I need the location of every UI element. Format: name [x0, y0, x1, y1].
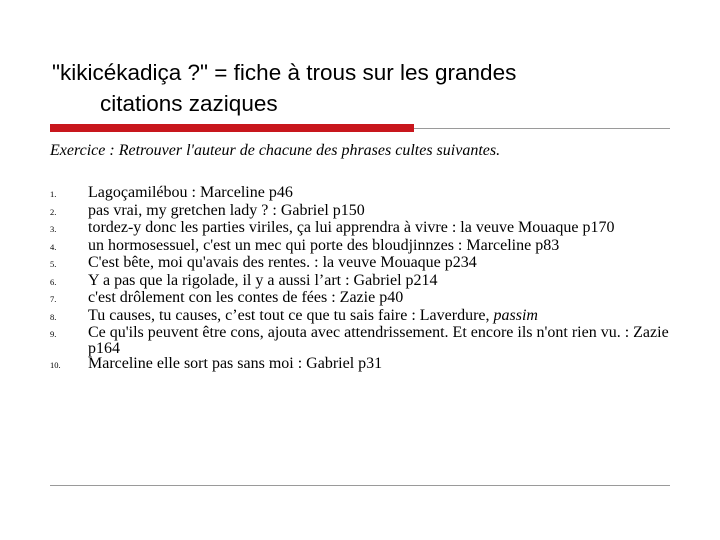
list-item-text: Lagoçamilébou : Marceline p46: [88, 184, 293, 201]
list-item-text: tordez-y donc les parties viriles, ça lui apprendra à vivre : la veuve Mouaque p170: [88, 219, 615, 236]
list-item-text: C'est bête, moi qu'avais des rentes. : la veuve Mouaque p234: [88, 254, 477, 271]
list-item-text: Marceline elle sort pas sans moi : Gabriel p31: [88, 355, 383, 372]
list-item-number: 7.: [50, 294, 57, 304]
list-item: [50, 203, 670, 221]
list-item: [50, 356, 670, 374]
list-item-text-italic: passim: [493, 306, 538, 324]
list-item-text: un hormosessuel, c'est un mec qui porte des bloudjinnzes : Marceline p83: [88, 236, 560, 254]
list-item: [50, 238, 670, 256]
title-accent-bar: [50, 124, 414, 132]
list-item-text-main: Tu causes, tu causes, c’est tout ce que tu sais faire : Laverdure,: [88, 306, 494, 324]
list-item-number: 6.: [50, 276, 57, 287]
list-item: [50, 255, 670, 273]
slide-title-line-1: "kikicékadiça ?" = fiche à trous sur les grandes: [52, 60, 517, 85]
list-item-number: 3.: [50, 224, 57, 234]
slide-title: [52, 57, 672, 119]
slide-title-line-2: citations zaziques: [100, 91, 278, 116]
list-item-text: pas vrai, my gretchen lady ? : Gabriel p150: [88, 201, 365, 219]
list-item-number: 5.: [50, 259, 57, 269]
list-item-number: 10.: [50, 360, 61, 370]
quotes-list: [50, 185, 670, 374]
exercise-instruction: Exercice : Retrouver l'auteur de chacune des phrases cultes suivantes.: [50, 142, 501, 159]
list-item: [50, 185, 670, 203]
list-item-number: 4.: [50, 241, 57, 252]
list-item-number: 1.: [50, 189, 57, 199]
footer-divider: [50, 485, 670, 486]
list-item: [50, 220, 670, 238]
list-item: [50, 325, 670, 356]
list-item-text: c'est drôlement con les contes de fées : Zazie p40: [88, 289, 404, 306]
list-item-number: 2.: [50, 206, 57, 217]
list-item-number: 8.: [50, 311, 57, 322]
list-item-text: Ce qu'ils peuvent être cons, ajouta avec attendrissement. Et encore ils n'ont rien vu. : Zazie p164: [88, 324, 669, 357]
list-item: [50, 290, 670, 308]
list-item: [50, 308, 670, 326]
list-item-number: 9.: [50, 329, 57, 339]
list-item-text: Y a pas que la rigolade, il y a aussi l’art : Gabriel p214: [88, 271, 438, 289]
list-item-text: [88, 308, 670, 324]
list-item: [50, 273, 670, 291]
